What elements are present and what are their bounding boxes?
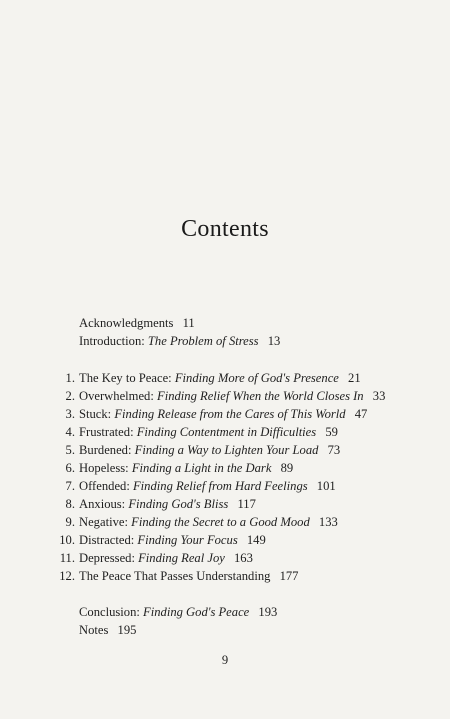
page-folio: 9	[221, 653, 229, 667]
entry-subtitle: Finding Contentment in Difficulties	[136, 425, 317, 439]
toc-entry-chapter	[65, 424, 338, 440]
entry-label: Stuck:	[79, 407, 112, 421]
entry-label: Negative:	[79, 515, 128, 529]
toc-entry-chapter	[65, 496, 256, 512]
toc-entry-chapter	[65, 406, 368, 422]
entry-subtitle: Finding a Way to Lighten Your Load	[134, 443, 319, 457]
page-title: Contents	[181, 216, 269, 242]
toc-entry-chapter	[65, 460, 294, 476]
toc-entry-chapter	[59, 550, 253, 566]
entry-label: Introduction:	[79, 334, 145, 348]
toc-entry-chapter	[59, 568, 299, 584]
entry-page: 47	[354, 407, 368, 421]
entry-subtitle: Finding God's Peace	[143, 605, 250, 619]
entry-label: Burdened:	[79, 443, 132, 457]
entry-subtitle: Finding Relief When the World Closes In	[157, 389, 364, 403]
entry-page: 13	[267, 334, 281, 348]
toc-entry-chapter	[65, 388, 386, 404]
entry-page: 195	[117, 623, 137, 637]
entry-page: 163	[234, 551, 253, 565]
toc-entry-chapter	[65, 442, 341, 458]
chapter-number: 12.	[59, 569, 75, 583]
entry-page: 11	[182, 316, 195, 330]
entry-page: 101	[316, 479, 336, 493]
entry-page: 193	[258, 605, 278, 619]
entry-label: The Key to Peace:	[79, 371, 172, 385]
entry-page: 33	[372, 389, 386, 403]
toc-entry-introduction	[79, 333, 280, 349]
toc-entry-chapter	[65, 370, 361, 386]
entry-label: The Peace That Passes Understanding	[79, 569, 271, 583]
entry-label: Overwhelmed:	[79, 389, 154, 403]
chapter-number: 2.	[65, 389, 75, 403]
chapter-number: 7.	[65, 479, 75, 493]
entry-page: 21	[348, 371, 361, 385]
entry-subtitle: Finding Real Joy	[138, 551, 225, 565]
entry-label: Anxious:	[79, 497, 126, 511]
entry-page: 117	[237, 497, 256, 511]
toc-entry-chapter	[59, 532, 266, 548]
entry-subtitle: Finding More of God's Presence	[174, 371, 339, 385]
entry-subtitle: Finding Release from the Cares of This World	[114, 407, 346, 421]
entry-subtitle: Finding the Secret to a Good Mood	[131, 515, 310, 529]
entry-label: Conclusion:	[79, 605, 140, 619]
entry-subtitle: Finding Relief from Hard Feelings	[132, 479, 308, 493]
chapter-number: 1.	[65, 371, 75, 385]
entry-label: Frustrated:	[79, 425, 134, 439]
entry-label: Acknowledgments	[79, 316, 174, 330]
chapter-number: 10.	[59, 533, 75, 547]
chapter-number: 8.	[65, 497, 75, 511]
toc-entry-chapter	[65, 514, 338, 530]
chapter-number: 11.	[59, 551, 75, 565]
entry-page: 89	[280, 461, 294, 475]
entry-subtitle: Finding Your Focus	[137, 533, 238, 547]
toc-entry-notes	[79, 622, 136, 638]
entry-subtitle: The Problem of Stress	[147, 334, 259, 348]
entry-label: Offended:	[79, 479, 130, 493]
chapter-number: 4.	[65, 425, 75, 439]
entry-subtitle: Finding God's Bliss	[128, 497, 229, 511]
chapter-number: 5.	[65, 443, 75, 457]
entry-label: Depressed:	[79, 551, 135, 565]
chapter-number: 9.	[65, 515, 75, 529]
entry-page: 73	[327, 443, 341, 457]
toc-entry-conclusion	[79, 604, 277, 620]
entry-subtitle: Finding a Light in the Dark	[131, 461, 272, 475]
chapter-number: 3.	[65, 407, 75, 421]
entry-page: 149	[246, 533, 266, 547]
toc-entry-acknowledgments	[79, 315, 195, 331]
entry-page: 59	[325, 425, 338, 439]
entry-page: 133	[318, 515, 338, 529]
entry-page: 177	[279, 569, 299, 583]
entry-label: Distracted:	[79, 533, 135, 547]
entry-label: Hopeless:	[79, 461, 129, 475]
entry-label: Notes	[79, 623, 109, 637]
toc-entry-chapter	[65, 478, 336, 494]
chapter-number: 6.	[65, 461, 75, 475]
